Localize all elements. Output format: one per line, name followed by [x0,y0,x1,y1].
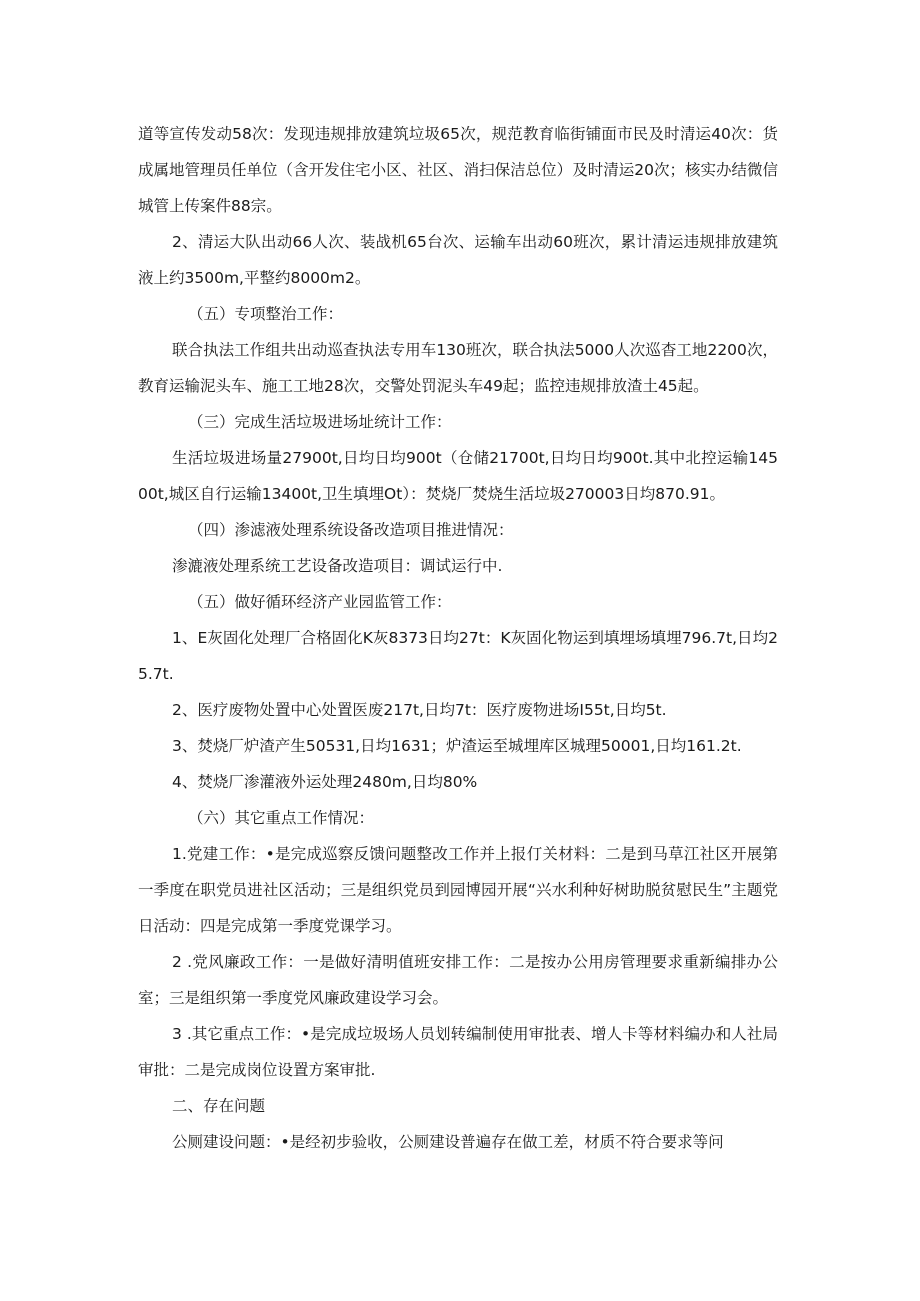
h-leachate: （四）渗滤液处理系统设备改造项目推进情况： [188,521,514,539]
p-other-3: 3 .其它重点工作：•是完成垃圾场人员划转编制使用审批表、增人卡等材料编办和人社局审批：二是完成岗位设置方案审批. [138,1025,778,1079]
p-garbage: 生活垃圾进场量27900t,日均日均900t（仓储21700t,日均日均900t.其中北控运输14500t,城区自行运输13400t,卫生填埋Ot）：焚烧厂焚烧生活垃圾270003日均870.91。 [138,449,778,503]
document-body [138,116,778,1160]
h-other: （六）其它重点工作情况： [188,809,375,827]
p-circular-2: 2、医疗废物处置中心处置医废217t,日均7t：医疗废物进场I55t,日均5t. [172,701,667,719]
p-circular-4: 4、焚烧厂渗灌液外运处理2480m,日均80% [172,773,478,791]
p-circular-3: 3、焚烧厂炉渣产生50531,日均1631；炉渣运至城埋库区城理50001,日均161.2t. [172,737,742,755]
h-garbage: （三）完成生活垃圾进场址统计工作： [188,413,452,431]
p-circular-1: 1、E灰固化处理厂合格固化K灰8373日均27t：K灰固化物运到填埋场填埋796.7t,日均25.7t. [138,629,778,683]
p-joint: 联合执法工作组共出动巡查执法专用车130班次，联合执法5000人次巡杳工地2200次，教育运输泥头车、施工工地28次，交警处罚泥头车49起；监控违规排放渣土45起。 [138,341,778,395]
p-leachate: 渗漉液处理系统工艺设备改造项目：调试运行中. [172,557,503,575]
p-cleanup: 2、清运大队出动66人次、装战机65台次、运输车出动60班次，累计清运违规排放建筑液上约3500m,平整约8000m2。 [138,233,778,287]
p-intro: 道等宣传发动58次：发现违规排放建筑垃圾65次，规范教育临街铺面市民及时清运40次：货成属地管理员任单位（含开发住宅小区、社区、消扫保洁总位）及时清运20次；核实办结微信城管上传案件88宗。 [138,125,778,215]
h-circular: （五）做好循环经济产业园监管工作： [188,593,452,611]
p-other-2: 2 .党风廉政工作：一是做好清明值班安排工作：二是按办公用房管理要求重新编排办公室；三是组织第一季度党风廉政建设学习会。 [138,953,778,1007]
h-special: （五）专项整治工作： [188,305,344,323]
p-problems: 公厕建设问题：•是经初步验收，公厕建设普遍存在做工差，材质不符合要求等问 [172,1133,724,1151]
p-other-1: 1.党建工作：•是完成巡察反馈问题整改工作并上报仃关材料：二是到马草江社区开展第一季度在职党员进社区活动；三是组织党员到园博园开展“兴水利种好树助脱贫慰民生”主题党日活动：四是完成第一季度党课学习。 [138,845,778,935]
h-problems: 二、存在问题 [172,1097,266,1115]
